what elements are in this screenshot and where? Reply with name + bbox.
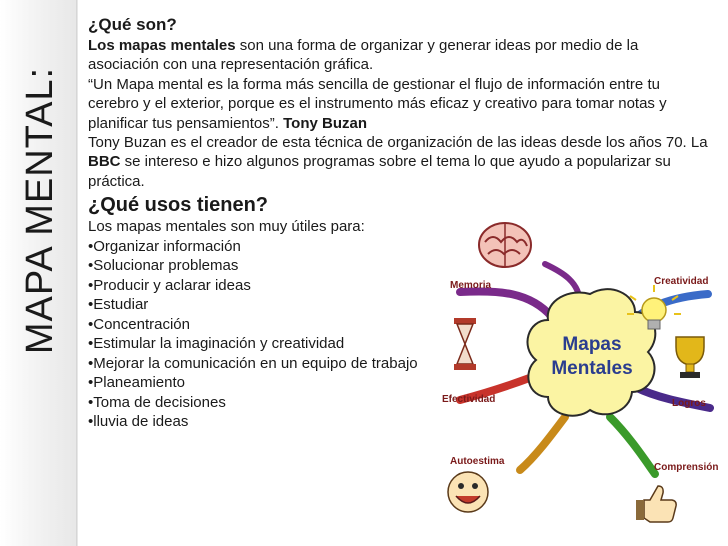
definition-text: son una forma de organizar y generar ideas por medio de la asociación con una representación gráfica. (88, 37, 639, 74)
heading-usos: ¿Qué usos tienen? (88, 194, 269, 217)
history-paragraph (88, 133, 708, 191)
list-item: •Toma de decisiones (88, 393, 226, 411)
branch-autoestima (520, 417, 565, 470)
list-item: •Organizar información (88, 237, 241, 255)
side-title: MAPA MENTAL: (19, 66, 62, 354)
list-item: •Solucionar problemas (88, 257, 239, 275)
list-item: •Estudiar (88, 296, 149, 314)
label-logros: Logros (672, 398, 706, 409)
brain-icon (479, 223, 531, 267)
branch-memoria (460, 291, 552, 317)
list-item: •Concentración (88, 315, 190, 333)
quote-paragraph (88, 75, 708, 133)
quote-author: Tony Buzan (283, 114, 367, 132)
definition-bold: Los mapas mentales (88, 37, 236, 54)
label-autoestima: Autoestima (450, 456, 505, 467)
history-text-a: Tony Buzan es el creador de esta técnica de organización de las ideas desde los años 70. La (88, 134, 708, 152)
thumbs-up-icon (636, 486, 676, 522)
trophy-icon (676, 337, 704, 378)
definition-paragraph (88, 36, 708, 75)
smiley-icon (448, 472, 488, 512)
list-item: •Planeamiento (88, 374, 185, 392)
heading-que-son: ¿Qué son? (88, 15, 177, 34)
history-bbc: BBC (88, 153, 121, 171)
hourglass-icon (454, 318, 476, 370)
side-divider (76, 0, 77, 546)
label-comprension: Comprensión (654, 462, 719, 473)
list-item: •Estimular la imaginación y creatividad (88, 335, 345, 353)
list-item: •Producir y aclarar ideas (88, 276, 251, 294)
quote-text: “Un Mapa mental es la forma más sencilla de gestionar el flujo de información entre tu cerebro y el exterior, porque es el instrumento más eficaz y creativo para tomar notas y planificar tus pensamientos”. (88, 75, 667, 132)
center-title-line2: Mentales (551, 358, 633, 379)
label-creatividad: Creatividad (654, 276, 709, 287)
list-item: •lluvia de ideas (88, 413, 189, 431)
branch-comprension (610, 417, 655, 474)
mind-map-illustration (440, 212, 724, 542)
center-title-line1: Mapas (562, 334, 622, 355)
list-item: •Mejorar la comunicación en un equipo de trabajo (88, 354, 418, 372)
side-title-box (16, 30, 66, 390)
history-text-b: se intereso e hizo algunos programas sobre el tema lo que ayudo a popularizar su práctica. (88, 153, 671, 190)
uses-intro: Los mapas mentales son muy útiles para: (88, 218, 365, 236)
label-memoria: Memoria (450, 280, 492, 291)
label-efectividad: Efectividad (442, 394, 496, 405)
